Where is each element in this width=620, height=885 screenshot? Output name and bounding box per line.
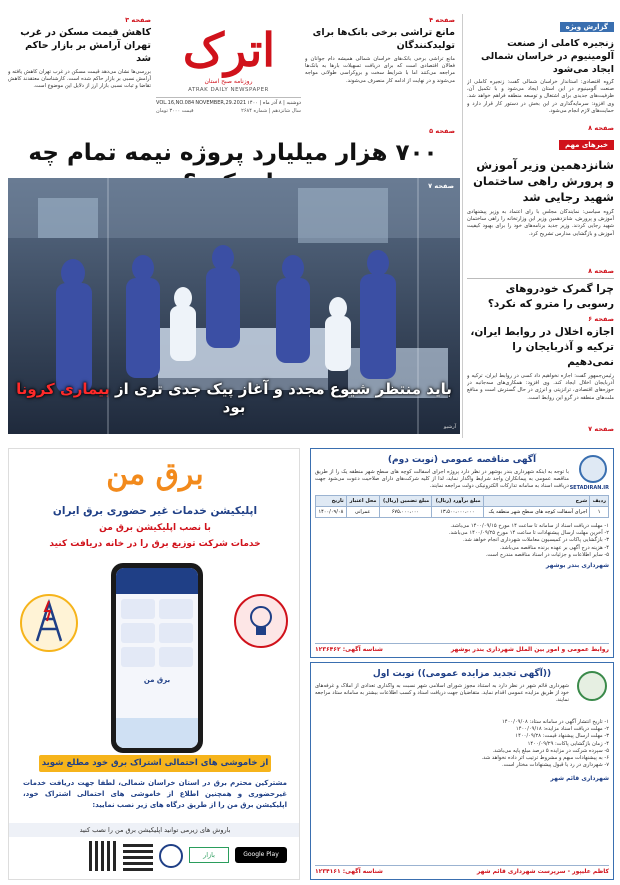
sidebar-tag-special: گزارش ویژه <box>560 22 614 32</box>
lead-pageno[interactable]: صفحه ۵ <box>429 127 455 135</box>
price: قیمت ۳۰۰۰ تومان <box>156 108 194 114</box>
tender-org: شهرداری بندر بوشهر <box>545 562 609 570</box>
td-1: اجرای آسفالت کوچه های سطح شهر منطقه یک <box>483 507 590 518</box>
td-4: عمرانی <box>346 507 379 518</box>
sidebar-headline-relations[interactable]: اجازه اخلال در روابط ایران، ترکیه و آذربایجان را نمی‌دهیم <box>470 326 614 368</box>
photo-caption[interactable] <box>8 380 460 416</box>
th-2: مبلغ برآورد (ریال) <box>432 496 483 507</box>
photo-pageno[interactable]: صفحه ۷ <box>428 182 454 190</box>
sidebar-tag-important: خبرهای مهم <box>559 140 614 150</box>
tender-note: ۵- سایر اطلاعات و جزئیات در اسناد مناقصه مندرج است. <box>485 551 609 558</box>
auction-ad-no: شناسه آگهی: ۱۲۳۴۱۶۱ <box>315 868 383 875</box>
sidebar-headline-aluminum[interactable]: زنجیره کاملی از صنعت آلومینیوم در خراسان شمالی ایجاد می‌شود <box>481 38 614 75</box>
masthead-info-row <box>156 97 301 106</box>
sidebar-pageno-3[interactable]: صفحه ۶ <box>588 315 614 323</box>
date-fa: دوشنبه | ۸ آذر ماه | ۱۴۰۰ <box>247 100 301 106</box>
logo-english: ATRAK DAILY NEWSPAPER <box>188 87 269 93</box>
tender-note: ۲- آخرین مهلت ارسال پیشنهادات تا ساعت ۱۴ مورخ ۱۴۰۰/۰۹/۲۵ می‌باشد. <box>448 530 609 537</box>
text-banks: مانع تراشی برخی بانک‌های خراسان شمالی همیشه دام جوانان و فعالان اقتصادی است که برای دریافت تسهیلات بارها به بانک‌ها مراجعه می‌کنند اما با شرایط سخت و بروکراسی طولانی مواجه می‌شوند و در نهایت از ادامه کار منصرف می‌شوند. <box>305 56 455 84</box>
tender-note: ۴- هزینه درج آگهی بر عهده برنده مناقصه می‌باشد. <box>500 544 609 551</box>
auction-notes <box>315 719 609 769</box>
tender-notes <box>315 523 609 559</box>
table-row <box>316 507 609 518</box>
td-2: ۱۳،۵۰۰،۰۰۰،۰۰۰ <box>432 507 483 518</box>
auction-note: ۱- تاریخ انتشار آگهی در سامانه ستاد: ۱۴۰۰/۰۹/۰۸ <box>502 719 609 725</box>
auction-title: ((آگهی تجدید مزایده عمومی)) نوبت اول <box>372 669 552 679</box>
sidebar-pageno-4[interactable]: صفحه ۷ <box>588 425 614 433</box>
tender-site[interactable]: SETADIRAN.IR <box>569 485 609 491</box>
th-0: ردیف <box>590 496 609 507</box>
sidebar-pageno-1[interactable]: صفحه ۸ <box>588 124 614 132</box>
ad-title: برق من <box>106 457 204 492</box>
auction-org: شهرداری قائم شهر <box>550 775 609 783</box>
divider <box>467 278 614 279</box>
th-5: تاریخ <box>316 496 347 507</box>
pageno-housing[interactable]: صفحه ۳ <box>125 16 151 24</box>
ad-line-3: خدمات شرکت توزیع برق را در خانه دریافت کنید <box>49 539 261 549</box>
sidebar-text-relations: رئیس‌جمهور گفت: اجازه نخواهیم داد کسی در روابط ایران، ترکیه و آذربایجان اخلال ایجاد کند. وی افزود: همکاری‌های سه‌جانبه در حوزه‌های اقتصادی، ترانزیتی و انرژی در حال گسترش است و منافع ملت‌های منطقه در گرو این روابط است. <box>467 373 614 401</box>
top-column-housing <box>8 16 151 136</box>
sidebar-text-minister: گروه سیاسی: نمایندگان مجلس با رای اعتماد به وزیر پیشنهادی آموزش و پرورش، شانزدهمین وزیر این وزارتخانه را راهی ساختمان شهید رجایی کردند. وزیر جدید برنامه‌های خود را برای بهبود کیفیت آموزش و بازگشایی مدارس تشریح کرد. <box>467 209 614 237</box>
auction-note: ۳- مهلت ارسال پیشنهاد قیمت: ۱۴۰۰/۰۹/۲۸ <box>515 733 609 740</box>
sidebar-headline-customs[interactable]: چرا گمرک خودروهای رسوبی را مترو که نکرد؟ <box>487 283 614 310</box>
th-1: شرح <box>483 496 590 507</box>
volume: VOL.16,NO.084 <box>156 100 195 106</box>
auction-paragraph: شهرداری قائم شهر در نظر دارد به استناد مجوز شورای اسلامی شهر نسبت به واگذاری تعدادی از املاک و غرفه‌های خود از طریق مزایده عمومی اقدام نماید. متقاضیان جهت دریافت اسناد و کسب اطلاعات بیشتر به سامانه ستاد مراجعه نمایند. <box>315 683 569 704</box>
auction-notice[interactable] <box>310 662 614 880</box>
lightbulb-icon <box>233 589 289 655</box>
auction-note: ۲- مهلت دریافت اسناد مزایده: ۱۴۰۰/۰۹/۱۸ <box>515 726 609 733</box>
ad-body: مشترکین محترم برق در استان خراسان شمالی، لطفا جهت دریافت خدمات غیرحضوری و همچنین اطلاع از خاموشی های احتمالی اشتراک خود، اپلیکیشن برق من را از طریق درگاه های زیر نصب نمایید: <box>23 779 287 809</box>
phone-app-label: برق من <box>143 676 171 684</box>
newspaper-logo <box>159 14 299 82</box>
logo-subtitle: روزنامه صبح استان <box>204 78 253 85</box>
headline-banks[interactable]: مانع تراشی برخی بانک‌ها برای تولیدکنندگان <box>312 27 455 51</box>
date-en: NOVEMBER,29.2021 <box>195 100 247 106</box>
company-logo <box>159 844 183 868</box>
ad-line-2: با نصب اپلیکیشن برق من <box>99 523 211 533</box>
auction-note: ۴- زمان بازگشایی پاکات: ۱۴۰۰/۰۹/۲۹ <box>527 740 609 747</box>
text-housing: بررسی‌ها نشان می‌دهد قیمت مسکن در غرب تهران کاهش یافته و آرامش نسبی بر بازار حاکم شده است. کارشناسان معتقدند کاهش تقاضا و ثبات نسبی بازار ارز از دلایل این موضوع است. <box>8 69 151 90</box>
qr-code-1[interactable] <box>89 841 119 871</box>
tender-note: ۱- مهلت دریافت اسناد از سامانه تا ساعت ۱۴ مورخ ۱۴۰۰/۰۹/۱۵ می‌باشد. <box>450 523 609 529</box>
issue-fa: سال شانزدهم | شماره ۲۶۸۴ <box>241 108 301 114</box>
tender-emblem <box>579 455 607 483</box>
google-play-badge[interactable]: Google Play <box>235 847 287 863</box>
tender-footer <box>315 643 609 653</box>
td-3: ۶۷۵،۰۰۰،۰۰۰ <box>379 507 432 518</box>
auction-footer <box>315 865 609 875</box>
barghe-man-ad[interactable] <box>8 448 300 880</box>
ad-line-1: اپلیکیشن خدمات غیر حضوری برق ایران <box>52 505 258 517</box>
tender-notice[interactable] <box>310 448 614 658</box>
td-0: ۱ <box>590 507 609 518</box>
power-tower-icon <box>19 589 79 659</box>
tender-paragraph: با توجه به اینکه شهرداری بندر بوشهر در نظر دارد پروژه اجرای آسفالت کوچه های سطح شهر منطقه یک را از طریق مناقصه عمومی به پیمانکاران واجد شرایط واگذار نماید، لذا از کلیه شرکت‌های دارای صلاحیت دعوت می‌شود جهت دریافت اسناد به سامانه تدارکات الکترونیکی دولت مراجعه نمایند. <box>315 469 569 490</box>
auction-note: ۵- سپرده شرکت در مزایده ۵ درصد مبلغ پایه می‌باشد. <box>492 747 609 754</box>
qr-code-2[interactable] <box>123 841 153 871</box>
lead-photo[interactable] <box>8 178 460 434</box>
pageno-banks[interactable]: صفحه ۴ <box>429 16 455 24</box>
tender-note: ۳- بازگشایی پاکات در کمیسیون معاملات شهرداری انجام خواهد شد. <box>462 537 609 544</box>
masthead-info-row-2 <box>156 108 301 114</box>
phone-screen <box>116 568 198 748</box>
photo-credit: آرشیو <box>443 424 456 430</box>
auction-sign: کاظم علیپور - سرپرست شهرداری قائم شهر <box>476 868 609 875</box>
caption-part-2: بود <box>222 398 246 416</box>
auction-note: ۶- به پیشنهادات مبهم و مشروط ترتیب اثر داده نخواهد شد. <box>481 755 609 762</box>
tender-sign: روابط عمومی و امور بین الملل شهرداری بندر بوشهر <box>450 646 609 653</box>
tender-ad-no: شناسه آگهی: ۱۲۳۶۴۶۲ <box>315 646 383 653</box>
masthead <box>156 14 301 134</box>
bazaar-badge[interactable]: بازار <box>189 847 229 863</box>
app-skyline <box>116 718 198 748</box>
caption-highlight: بیماری کرونا <box>16 380 110 398</box>
tender-table-header <box>316 496 609 507</box>
sidebar <box>462 14 614 438</box>
th-3: مبلغ تضمین (ریال) <box>379 496 432 507</box>
top-column-banks <box>305 16 455 136</box>
ad-footer-bar: باروش های زیرمی توانید اپلیکیشن برق من را نصب کنید <box>9 823 300 837</box>
app-grid <box>116 594 198 672</box>
th-4: محل اعتبار <box>346 496 379 507</box>
caption-part-1: باید منتظر شیوع مجدد و آغاز پیک جدی تری از <box>115 380 452 398</box>
tender-title: آگهی مناقصه عمومی (نوبت دوم) <box>387 455 537 465</box>
sidebar-headline-minister[interactable]: شانزدهمین وزیر آموزش و پرورش راهی ساختمان شهید رجایی شد <box>473 158 614 204</box>
auction-emblem <box>577 671 607 701</box>
ad-band: از خاموشی های احتمالی اشتراک برق خود مطلع شوید <box>39 755 271 772</box>
logo-main: اترک <box>182 23 275 77</box>
sidebar-pageno-2[interactable]: صفحه ۸ <box>588 267 614 275</box>
app-header <box>116 568 198 594</box>
lead-headline[interactable]: ۷۰۰ هزار میلیارد پروژه نیمه تمام چه <box>28 140 438 166</box>
phone-mockup <box>111 563 203 753</box>
tender-table <box>315 495 609 518</box>
headline-housing[interactable]: کاهش قیمت مسکن در غرب تهران آرامش بر بازار حاکم شد <box>20 27 151 64</box>
sidebar-text-aluminum: گروه اقتصادی: استاندار خراسان شمالی گفت: زنجیره کاملی از صنعت آلومینیوم در این استان ایجاد می‌شود و با تکمیل آن، ظرفیت‌های جدیدی برای اشتغال و توسعه منطقه فراهم خواهد شد. وی افزود: سرمایه‌گذاری در این بخش در دستور کار قرار دارد و حمایت‌های لازم انجام می‌شود. <box>467 79 614 114</box>
td-5: ۱۴۰۰/۰۹/۰۸ <box>316 507 347 518</box>
auction-note: ۷- شهرداری در رد یا قبول پیشنهادات مختار است. <box>501 762 609 769</box>
